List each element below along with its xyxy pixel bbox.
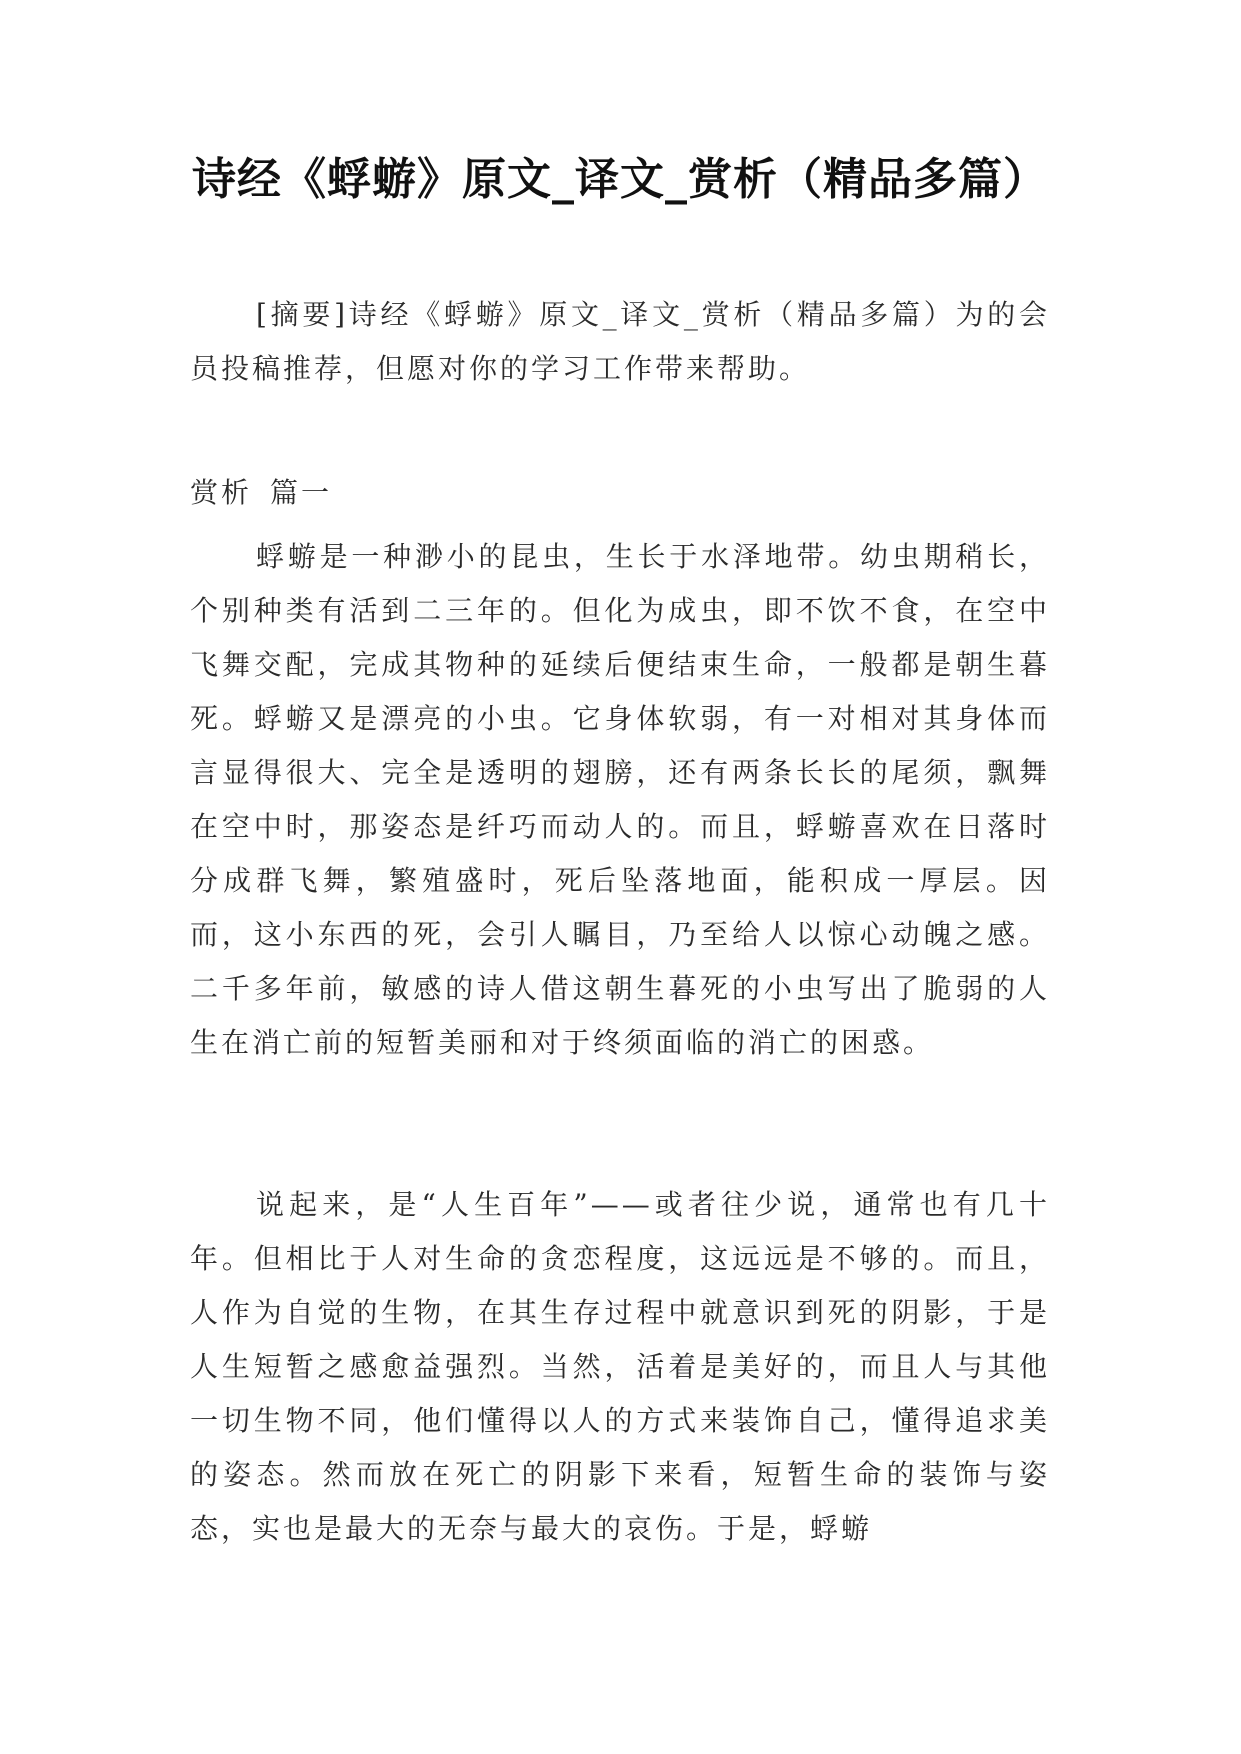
section-label: 赏析: [190, 476, 253, 509]
abstract-paragraph: [摘要]诗经《蜉蝣》原文_译文_赏析（精品多篇）为的会员投稿推荐，但愿对你的学习工作带来帮助。: [190, 298, 1050, 385]
body-paragraph-2: 说起来，是“人生百年”——或者往少说，通常也有几十年。但相比于人对生命的贪恋程度，这远远是不够的。而且，人作为自觉的生物，在其生存过程中就意识到死的阴影，于是人生短暂之感愈益强烈。当然，活着是美好的，而且人与其他一切生物不同，他们懂得以人的方式来装饰自己，懂得追求美的姿态。然而放在死亡的阴影下来看，短暂生命的装饰与姿态，实也是最大的无奈与最大的哀伤。于是，蜉蝣: [190, 1188, 1050, 1545]
body-paragraph-1: 蜉蝣是一种渺小的昆虫，生长于水泽地带。幼虫期稍长，个别种类有活到二三年的。但化为成虫，即不饮不食，在空中飞舞交配，完成其物种的延续后便结束生命，一般都是朝生暮死。蜉蝣又是漂亮的小虫。它身体软弱，有一对相对其身体而言显得很大、完全是透明的翅膀，还有两条长长的尾须，飘舞在空中时，那姿态是纤巧而动人的。而且，蜉蝣喜欢在日落时分成群飞舞，繁殖盛时，死后坠落地面，能积成一厚层。因而，这小东西的死，会引人瞩目，乃至给人以惊心动魄之感。二千多年前，敏感的诗人借这朝生暮死的小虫写出了脆弱的人生在消亡前的短暂美丽和对于终须面临的消亡的困惑。: [190, 540, 1050, 1059]
section-number: 篇一: [270, 476, 333, 509]
document-title: 诗经《蜉蝣》原文_译文_赏析（精品多篇）: [192, 154, 1048, 205]
section-heading: [190, 466, 332, 520]
